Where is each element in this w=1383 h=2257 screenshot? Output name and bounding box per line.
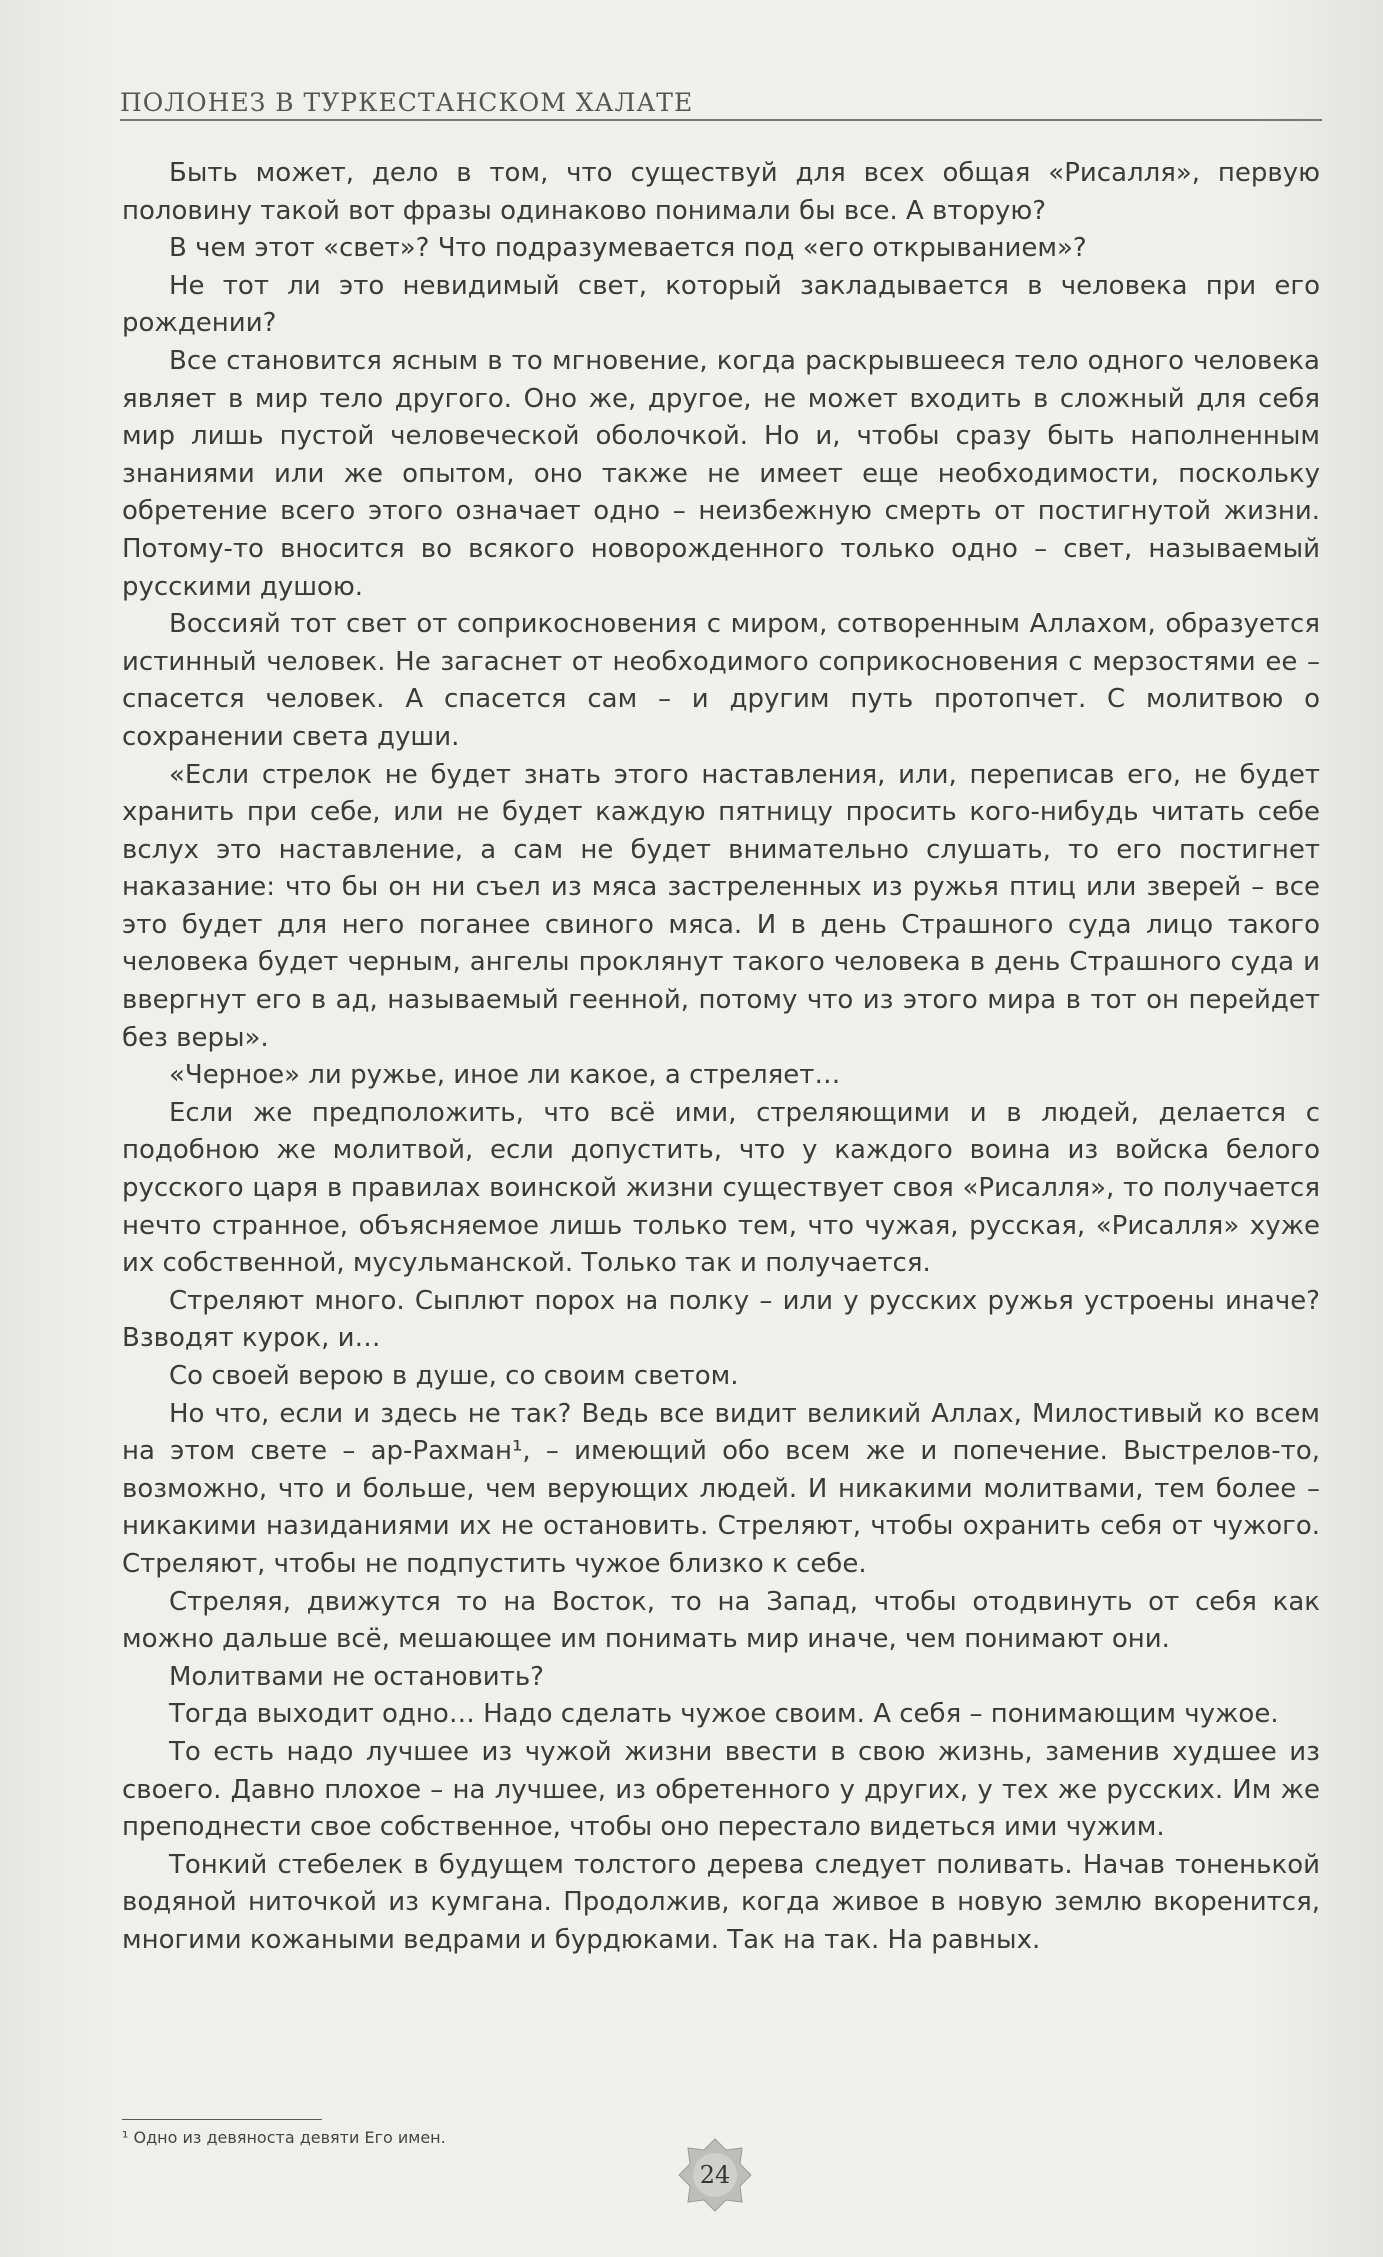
footnote: ¹ Одно из девяноста девяти Его имен. (122, 2128, 446, 2147)
paragraph: «Если стрелок не будет знать этого наставления, или, переписав его, не будет хранить при себе, или не будет каждую пятницу просить кого-нибудь читать себе вслух это наставление, а сам не будет внимательно слушать, то его постигнет наказание: что бы он ни съел из мяса застреленных из ружья птиц или зверей – все это будет для него поганее свиного мяса. И в день Страшного суда лицо такого человека будет черным, ангелы проклянут такого человека в день Страшного суда и ввергнут его в ад, называемый геенной, потому что из этого мира в тот он перейдет без веры». (122, 759, 1320, 1053)
paragraph: Все становится ясным в то мгновение, когда раскрывшееся тело одного человека являет в мир тело другого. Оно же, другое, не может входить в сложный для себя мир лишь пустой человеческой оболочкой. Но и, чтобы сразу быть наполненным знаниями или же опытом, оно также не имеет еще необходимости, поскольку обретение всего этого означает одно – неизбежную смерть от постигнутой жизни. Потому-то вносится во всякого новорожденного только одно – свет, называемый русскими душою. (122, 345, 1320, 602)
paragraph: Стреляют много. Сыплют порох на полку – или у русских ружья устроены иначе? Взводят курок, и… (122, 1285, 1320, 1354)
paragraph: То есть надо лучшее из чужой жизни ввести в свою жизнь, заменив худшее из своего. Давно плохое – на лучшее, из обретенного у других, у тех же русских. Им же преподнести свое собственное, чтобы оно перестало видеться ими чужим. (122, 1736, 1320, 1843)
page-number: 24 (699, 2161, 731, 2189)
paragraph: Не тот ли это невидимый свет, который закладывается в человека при его рождении? (122, 270, 1320, 339)
page-number-badge (677, 2137, 753, 2213)
paragraph: Если же предположить, что всё ими, стреляющими и в людей, делается с подобною же молитвой, если допустить, что у каждого воина из войска белого русского царя в правилах воинской жизни существует своя «Рисалля», то получается нечто странное, объясняемое лишь только тем, что чужая, русская, «Рисалля» хуже их собственной, мусульманской. Только так и получается. (122, 1097, 1320, 1279)
paragraph: Воссияй тот свет от соприкосновения с миром, сотворенным Аллахом, образуется истинный человек. Не загаснет от необходимого соприкосновения с мерзостями ее – спасется человек. А спасется сам – и другим путь протопчет. С молитвою о сохранении света души. (122, 609, 1320, 752)
paragraph: Но что, если и здесь не так? Ведь все видит великий Аллах, Милостивый ко всем на этом свете – ар-Рахман¹, – имеющий обо всем же и попечение. Выстрелов-то, возможно, что и больше, чем верующих людей. И никакими молитвами, тем более – никакими назиданиями их не остановить. Стреляют, чтобы охранить себя от чужого. Стреляют, чтобы не подпустить чужое близко к себе. (122, 1398, 1320, 1579)
paragraph: Молитвами не остановить? (169, 1661, 544, 1692)
paragraph: Со своей верою в душе, со своим светом. (169, 1361, 739, 1391)
footnote-rule (122, 2119, 322, 2120)
running-head: ПОЛОНЕЗ В ТУРКЕСТАНСКОМ ХАЛАТЕ (120, 88, 694, 117)
paragraph: В чем этот «свет»? Что подразумевается под «его открыванием»? (169, 233, 1087, 264)
paragraph: Тонкий стебелек в будущем толстого дерева следует поливать. Начав тоненькой водяной ниточкой из кумгана. Продолжив, когда живое в новую землю вкоренится, многими кожаными ведрами и бурдюками. Так на так. На равных. (122, 1849, 1320, 1955)
paragraph: Стреляя, движутся то на Восток, то на Запад, чтобы отодвинуть от себя как можно дальше всё, мешающее им понимать мир иначе, чем понимают они. (122, 1586, 1320, 1655)
paragraph: Тогда выходит одно… Надо сделать чужое своим. А себя – понимающим чужое. (169, 1699, 1279, 1730)
body-text (122, 155, 1320, 1960)
paragraph: Быть может, дело в том, что существуй для всех общая «Рисалля», первую половину такой вот фразы одинаково понимали бы все. А вторую? (122, 158, 1320, 226)
paragraph: «Черное» ли ружье, иное ли какое, а стреляет… (169, 1060, 841, 1091)
header-rule (120, 119, 1322, 121)
